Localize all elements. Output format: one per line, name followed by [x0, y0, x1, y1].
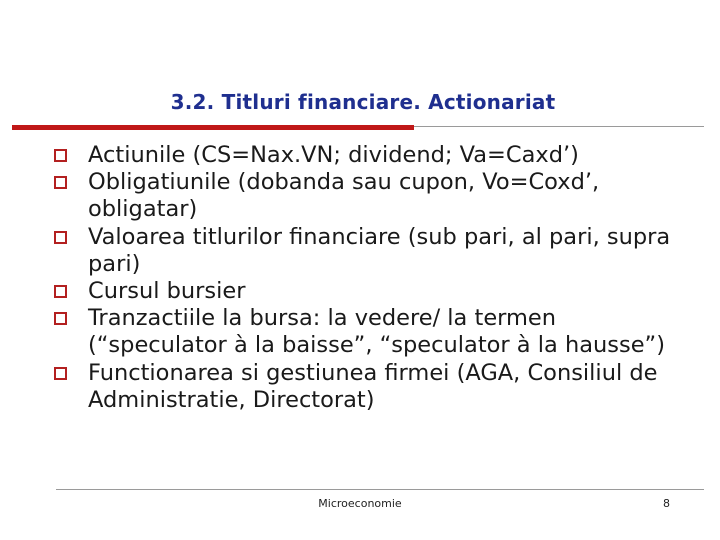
- bullet-item-valoarea: [54, 224, 674, 278]
- title-accent-bar: [12, 125, 414, 130]
- bullet-item-functionarea: [54, 360, 674, 414]
- bullet-text: Obligatiunile (dobanda sau cupon, Vo=Coxd’, obligatar): [88, 169, 600, 223]
- square-bullet-icon: [54, 285, 67, 298]
- bullet-item-obligatiunile: [54, 169, 674, 223]
- bullet-list: [54, 142, 674, 414]
- bullet-text: Valoarea titlurilor financiare (sub pari, al pari, supra pari): [88, 223, 671, 277]
- footer-course-name: Microeconomie: [318, 497, 402, 510]
- bullet-item-tranzactiile: [54, 305, 674, 359]
- footer-divider-line: [56, 489, 704, 490]
- bullet-text: Cursul bursier: [88, 278, 246, 305]
- bullet-text: Functionarea si gestiunea firmei (AGA, Consiliul de Administratie, Directorat): [88, 359, 658, 413]
- square-bullet-icon: [54, 176, 67, 189]
- bullet-text: Actiunile (CS=Nax.VN; dividend; Va=Caxd’): [88, 142, 579, 168]
- bullet-item-cursul: [54, 278, 674, 305]
- square-bullet-icon: [54, 149, 67, 162]
- bullet-text: Tranzactiile la bursa: la vedere/ la termen (“speculator à la baisse”, “speculator à la hausse”): [88, 305, 665, 359]
- bullet-item-actiunile: [54, 142, 674, 169]
- title-divider-line: [414, 126, 704, 127]
- square-bullet-icon: [54, 231, 67, 244]
- square-bullet-icon: [54, 312, 67, 325]
- page-number: 8: [663, 497, 670, 510]
- square-bullet-icon: [54, 367, 67, 380]
- slide-title: 3.2. Titluri financiare. Actionariat: [170, 90, 556, 114]
